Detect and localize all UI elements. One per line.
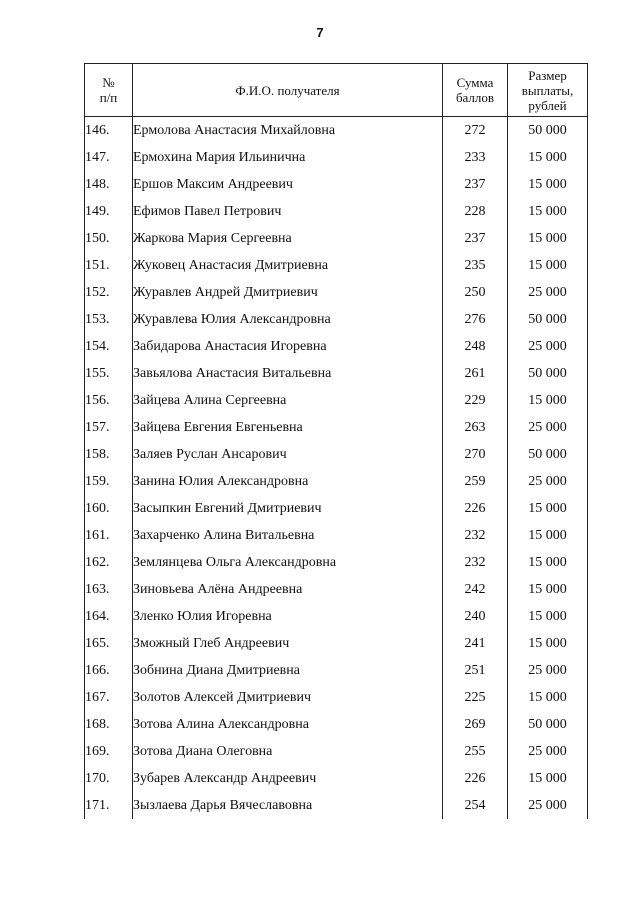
row-number: 149. bbox=[85, 198, 133, 225]
score-total: 237 bbox=[443, 171, 508, 198]
table-row bbox=[85, 522, 588, 549]
header-number bbox=[85, 64, 133, 117]
row-number: 151. bbox=[85, 252, 133, 279]
table-row bbox=[85, 495, 588, 522]
recipient-name: Зотова Алина Александровна bbox=[133, 711, 443, 738]
row-number: 163. bbox=[85, 576, 133, 603]
table-row bbox=[85, 711, 588, 738]
recipient-name: Жаркова Мария Сергеевна bbox=[133, 225, 443, 252]
score-total: 251 bbox=[443, 657, 508, 684]
payment-amount: 25 000 bbox=[508, 414, 588, 441]
recipient-name: Жуковец Анастасия Дмитриевна bbox=[133, 252, 443, 279]
table-row bbox=[85, 387, 588, 414]
table-header bbox=[85, 64, 588, 117]
row-number: 155. bbox=[85, 360, 133, 387]
header-number-line1: № bbox=[102, 75, 115, 90]
score-total: 250 bbox=[443, 279, 508, 306]
table-row bbox=[85, 360, 588, 387]
recipient-name: Журавлева Юлия Александровна bbox=[133, 306, 443, 333]
score-total: 272 bbox=[443, 117, 508, 145]
payment-amount: 15 000 bbox=[508, 495, 588, 522]
table-row bbox=[85, 684, 588, 711]
payment-amount: 15 000 bbox=[508, 198, 588, 225]
table-row bbox=[85, 603, 588, 630]
header-payment-line3: рублей bbox=[528, 97, 567, 113]
page-number: 7 bbox=[316, 25, 324, 40]
table-row bbox=[85, 225, 588, 252]
score-total: 240 bbox=[443, 603, 508, 630]
recipient-name: Завьялова Анастасия Витальевна bbox=[133, 360, 443, 387]
payment-amount: 15 000 bbox=[508, 576, 588, 603]
recipients-table bbox=[84, 63, 588, 819]
table-row bbox=[85, 279, 588, 306]
table-row bbox=[85, 171, 588, 198]
payment-amount: 15 000 bbox=[508, 684, 588, 711]
recipient-name: Зможный Глеб Андреевич bbox=[133, 630, 443, 657]
score-total: 242 bbox=[443, 576, 508, 603]
payment-amount: 15 000 bbox=[508, 144, 588, 171]
score-total: 248 bbox=[443, 333, 508, 360]
score-total: 261 bbox=[443, 360, 508, 387]
score-total: 259 bbox=[443, 468, 508, 495]
payment-amount: 50 000 bbox=[508, 117, 588, 145]
table-row bbox=[85, 576, 588, 603]
score-total: 232 bbox=[443, 549, 508, 576]
score-total: 237 bbox=[443, 225, 508, 252]
row-number: 146. bbox=[85, 117, 133, 145]
recipient-name: Ефимов Павел Петрович bbox=[133, 198, 443, 225]
table-row bbox=[85, 117, 588, 145]
payment-amount: 50 000 bbox=[508, 306, 588, 333]
score-total: 233 bbox=[443, 144, 508, 171]
header-payment bbox=[508, 64, 588, 117]
payment-amount: 50 000 bbox=[508, 711, 588, 738]
recipient-name: Золотов Алексей Дмитриевич bbox=[133, 684, 443, 711]
recipient-name: Заляев Руслан Ансарович bbox=[133, 441, 443, 468]
payment-amount: 15 000 bbox=[508, 171, 588, 198]
table-row bbox=[85, 144, 588, 171]
recipient-name: Забидарова Анастасия Игоревна bbox=[133, 333, 443, 360]
payment-amount: 15 000 bbox=[508, 225, 588, 252]
score-total: 225 bbox=[443, 684, 508, 711]
score-total: 226 bbox=[443, 765, 508, 792]
recipients-table-container bbox=[84, 63, 588, 819]
payment-amount: 25 000 bbox=[508, 333, 588, 360]
row-number: 159. bbox=[85, 468, 133, 495]
score-total: 254 bbox=[443, 792, 508, 819]
table-row bbox=[85, 765, 588, 792]
header-payment-line2: выплаты, bbox=[521, 82, 574, 98]
row-number: 171. bbox=[85, 792, 133, 819]
header-score-line1: Сумма bbox=[456, 75, 494, 90]
score-total: 255 bbox=[443, 738, 508, 765]
table-row bbox=[85, 468, 588, 495]
payment-amount: 50 000 bbox=[508, 441, 588, 468]
recipient-name: Зайцева Алина Сергеевна bbox=[133, 387, 443, 414]
recipient-name: Зобнина Диана Дмитриевна bbox=[133, 657, 443, 684]
row-number: 170. bbox=[85, 765, 133, 792]
row-number: 167. bbox=[85, 684, 133, 711]
header-payment-line1: Размер bbox=[528, 67, 567, 83]
row-number: 162. bbox=[85, 549, 133, 576]
score-total: 270 bbox=[443, 441, 508, 468]
row-number: 165. bbox=[85, 630, 133, 657]
header-score bbox=[443, 64, 508, 117]
table-row bbox=[85, 198, 588, 225]
payment-amount: 25 000 bbox=[508, 468, 588, 495]
row-number: 148. bbox=[85, 171, 133, 198]
row-number: 150. bbox=[85, 225, 133, 252]
payment-amount: 15 000 bbox=[508, 252, 588, 279]
score-total: 276 bbox=[443, 306, 508, 333]
row-number: 166. bbox=[85, 657, 133, 684]
row-number: 147. bbox=[85, 144, 133, 171]
payment-amount: 15 000 bbox=[508, 630, 588, 657]
header-name-label: Ф.И.О. получателя bbox=[235, 82, 340, 98]
score-total: 229 bbox=[443, 387, 508, 414]
recipient-name: Засыпкин Евгений Дмитриевич bbox=[133, 495, 443, 522]
score-total: 226 bbox=[443, 495, 508, 522]
header-row bbox=[85, 64, 588, 117]
recipient-name: Зленко Юлия Игоревна bbox=[133, 603, 443, 630]
recipient-name: Захарченко Алина Витальевна bbox=[133, 522, 443, 549]
row-number: 154. bbox=[85, 333, 133, 360]
recipient-name: Зиновьева Алёна Андреевна bbox=[133, 576, 443, 603]
payment-amount: 50 000 bbox=[508, 360, 588, 387]
recipient-name: Землянцева Ольга Александровна bbox=[133, 549, 443, 576]
header-name bbox=[133, 64, 443, 117]
score-total: 235 bbox=[443, 252, 508, 279]
payment-amount: 15 000 bbox=[508, 549, 588, 576]
payment-amount: 25 000 bbox=[508, 738, 588, 765]
row-number: 158. bbox=[85, 441, 133, 468]
payment-amount: 15 000 bbox=[508, 522, 588, 549]
payment-amount: 15 000 bbox=[508, 765, 588, 792]
table-row bbox=[85, 792, 588, 819]
table-row bbox=[85, 414, 588, 441]
table-row bbox=[85, 657, 588, 684]
table-row bbox=[85, 333, 588, 360]
row-number: 168. bbox=[85, 711, 133, 738]
row-number: 152. bbox=[85, 279, 133, 306]
row-number: 164. bbox=[85, 603, 133, 630]
score-total: 228 bbox=[443, 198, 508, 225]
payment-amount: 25 000 bbox=[508, 657, 588, 684]
score-total: 241 bbox=[443, 630, 508, 657]
table-row bbox=[85, 738, 588, 765]
row-number: 169. bbox=[85, 738, 133, 765]
recipient-name: Зубарев Александр Андреевич bbox=[133, 765, 443, 792]
table-row bbox=[85, 441, 588, 468]
recipient-name: Ершов Максим Андреевич bbox=[133, 171, 443, 198]
table-row bbox=[85, 252, 588, 279]
table-row bbox=[85, 630, 588, 657]
payment-amount: 25 000 bbox=[508, 279, 588, 306]
recipient-name: Зайцева Евгения Евгеньевна bbox=[133, 414, 443, 441]
score-total: 269 bbox=[443, 711, 508, 738]
table-row bbox=[85, 549, 588, 576]
recipient-name: Зызлаева Дарья Вячеславовна bbox=[133, 792, 443, 819]
recipient-name: Ермохина Мария Ильинична bbox=[133, 144, 443, 171]
row-number: 156. bbox=[85, 387, 133, 414]
payment-amount: 25 000 bbox=[508, 792, 588, 819]
recipient-name: Зотова Диана Олеговна bbox=[133, 738, 443, 765]
header-score-line2: баллов bbox=[455, 90, 495, 105]
table-body bbox=[85, 117, 588, 820]
table-row bbox=[85, 306, 588, 333]
row-number: 161. bbox=[85, 522, 133, 549]
recipient-name: Ермолова Анастасия Михайловна bbox=[133, 117, 443, 145]
row-number: 157. bbox=[85, 414, 133, 441]
payment-amount: 15 000 bbox=[508, 603, 588, 630]
payment-amount: 15 000 bbox=[508, 387, 588, 414]
row-number: 153. bbox=[85, 306, 133, 333]
recipient-name: Занина Юлия Александровна bbox=[133, 468, 443, 495]
row-number: 160. bbox=[85, 495, 133, 522]
recipient-name: Журавлев Андрей Дмитриевич bbox=[133, 279, 443, 306]
header-number-line2: п/п bbox=[99, 90, 118, 105]
score-total: 232 bbox=[443, 522, 508, 549]
score-total: 263 bbox=[443, 414, 508, 441]
